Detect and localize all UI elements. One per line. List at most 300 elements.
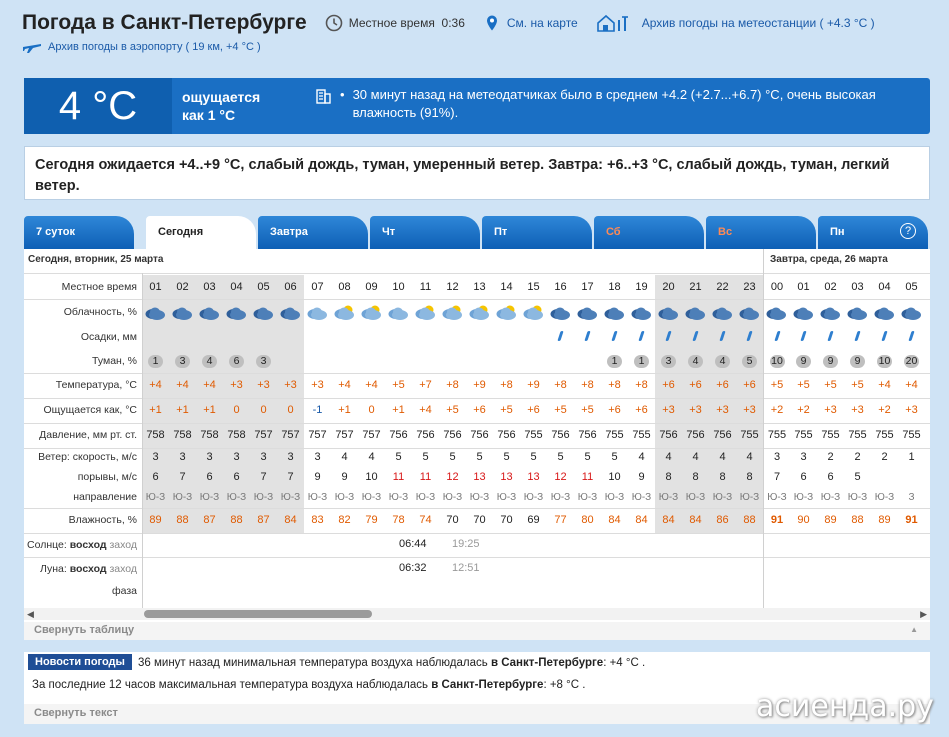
dark-cloud-icon bbox=[223, 299, 250, 325]
precip-cell bbox=[412, 325, 439, 349]
time-cell: 02 bbox=[169, 275, 196, 299]
fog-badge: 1 bbox=[148, 355, 163, 368]
humidity-cell: 70 bbox=[473, 514, 486, 526]
cloud-sun-icon bbox=[520, 299, 547, 325]
temp-cell: +6 bbox=[655, 373, 682, 398]
time-cell: 22 bbox=[709, 275, 736, 299]
dark-cloud-icon bbox=[277, 299, 304, 325]
feels-like bbox=[182, 88, 260, 124]
time-cell: 05 bbox=[250, 275, 277, 299]
time-cell: 09 bbox=[365, 281, 378, 293]
humidity-cell: 70 bbox=[500, 514, 513, 526]
fog-cell bbox=[871, 349, 898, 373]
tab-3[interactable]: Чт bbox=[370, 216, 480, 249]
dark-cloud-icon bbox=[574, 299, 601, 325]
pressure-cell: 755 bbox=[875, 429, 894, 441]
gusts-cell: 11 bbox=[392, 471, 405, 483]
rain-drop-icon bbox=[655, 325, 682, 349]
rain-streak bbox=[827, 331, 833, 341]
fog-cell bbox=[466, 349, 493, 373]
gusts-cell: 8 bbox=[682, 467, 709, 487]
temp-row bbox=[24, 373, 930, 398]
row-divider bbox=[24, 508, 930, 509]
direction-cell: Ю-З bbox=[820, 492, 841, 503]
wind-cell: 3 bbox=[223, 448, 250, 467]
forecast-summary: Сегодня ожидается +4..+9 °C, слабый дождь, туман, умеренный ветер. Завтра: +6..+3 °C, слабый дождь, туман, легкий ветер. bbox=[24, 146, 930, 200]
direction-row bbox=[24, 487, 930, 508]
rain-drop-icon bbox=[736, 325, 763, 349]
humidity-label: Влажность, % bbox=[68, 514, 137, 526]
direction-cell: Ю-З bbox=[655, 487, 682, 508]
news-line-1-text: 36 минут назад минимальная температура воздуха наблюдалась bbox=[138, 657, 488, 669]
fog-label: Туман, % bbox=[92, 355, 137, 367]
rain-drop-icon bbox=[817, 325, 844, 349]
temp-cell: +4 bbox=[905, 379, 918, 391]
feels-cell: +1 bbox=[392, 404, 405, 416]
feels-cell: +6 bbox=[635, 404, 648, 416]
temp-cell: +8 bbox=[608, 379, 621, 391]
gusts-cell: 6 bbox=[223, 467, 250, 487]
pressure-cell: 757 bbox=[277, 423, 304, 448]
row-divider bbox=[24, 557, 930, 558]
rain-drop-icon bbox=[574, 325, 601, 349]
tab-4[interactable]: Пт bbox=[482, 216, 592, 249]
fog-badge: 10 bbox=[771, 355, 783, 367]
gusts-cell: 7 bbox=[763, 467, 790, 487]
page-header bbox=[22, 8, 875, 38]
time-cell: 19 bbox=[635, 281, 648, 293]
feels-cell: +3 bbox=[709, 398, 736, 423]
pressure-cell: 755 bbox=[524, 429, 543, 441]
fog-cell bbox=[385, 349, 412, 373]
fog-badge: 1 bbox=[607, 355, 622, 368]
humidity-cell: 80 bbox=[581, 514, 594, 526]
temp-cell: +6 bbox=[709, 373, 736, 398]
pressure-cell: 757 bbox=[250, 423, 277, 448]
page-title: Погода в Санкт-Петербурге bbox=[22, 11, 307, 34]
dark-cloud-icon bbox=[628, 299, 655, 325]
dark-cloud-icon bbox=[763, 299, 790, 325]
news-line-2-value: : +8 °C . bbox=[543, 679, 586, 691]
fog-badge: 3 bbox=[256, 355, 271, 368]
temp-cell: +8 bbox=[500, 379, 513, 391]
gusts-cell: 9 bbox=[314, 471, 321, 483]
time-cell: 20 bbox=[655, 275, 682, 299]
dark-cloud-icon bbox=[736, 299, 763, 325]
dark-cloud-icon bbox=[898, 299, 925, 325]
humidity-cell: 82 bbox=[338, 514, 351, 526]
precip-cell bbox=[223, 325, 250, 349]
direction-cell: Ю-З bbox=[763, 487, 790, 508]
temp-cell: +4 bbox=[169, 373, 196, 398]
fog-badge: 4 bbox=[688, 355, 703, 368]
fog-row bbox=[24, 349, 930, 373]
precip-cell bbox=[385, 325, 412, 349]
cloud-sun-icon bbox=[331, 299, 358, 325]
rain-drop-icon bbox=[898, 325, 925, 349]
gusts-cell: 6 bbox=[800, 471, 807, 483]
direction-cell: Ю-З bbox=[577, 492, 598, 503]
temp-cell: +9 bbox=[527, 379, 540, 391]
rain-streak bbox=[665, 331, 671, 341]
pressure-cell: 756 bbox=[682, 423, 709, 448]
moon-label bbox=[24, 557, 142, 581]
column-divider bbox=[142, 273, 143, 608]
gusts-cell: 10 bbox=[365, 471, 378, 483]
gusts-cell: 13 bbox=[527, 471, 540, 483]
tab-5[interactable]: Сб bbox=[594, 216, 704, 249]
direction-cell: Ю-З bbox=[847, 492, 868, 503]
feels-cell: +2 bbox=[797, 404, 810, 416]
humidity-cell: 79 bbox=[365, 514, 378, 526]
direction-cell: Ю-З bbox=[307, 492, 328, 503]
day-tabs bbox=[24, 216, 930, 249]
fog-cell bbox=[574, 349, 601, 373]
feels-cell: +6 bbox=[608, 404, 621, 416]
dark-cloud-icon bbox=[547, 299, 574, 325]
pressure-cell: 758 bbox=[169, 423, 196, 448]
fog-cell bbox=[682, 349, 709, 373]
direction-cell: Ю-З bbox=[415, 492, 436, 503]
sun-rise-label: восход bbox=[69, 539, 107, 551]
fog-badge: 20 bbox=[905, 355, 918, 367]
wind-cell: 3 bbox=[800, 451, 807, 463]
humidity-cell: 84 bbox=[277, 508, 304, 533]
fog-badge: 10 bbox=[878, 355, 891, 367]
scroll-right-icon[interactable]: ▶ bbox=[920, 609, 927, 619]
direction-cell: Ю-З bbox=[709, 487, 736, 508]
wind-cell: 4 bbox=[638, 451, 645, 463]
fog-cell bbox=[520, 349, 547, 373]
temp-cell: +8 bbox=[554, 379, 567, 391]
humidity-cell: 84 bbox=[608, 514, 621, 526]
feels-cell: 0 bbox=[223, 398, 250, 423]
wind-cell: 5 bbox=[584, 451, 591, 463]
humidity-cell: 84 bbox=[655, 508, 682, 533]
local-time bbox=[325, 14, 465, 32]
feels-cell: +3 bbox=[905, 404, 918, 416]
wind-cell: 3 bbox=[277, 448, 304, 467]
gusts-cell: 5 bbox=[854, 471, 861, 483]
cloud-sun-icon bbox=[412, 299, 439, 325]
airplane-icon bbox=[22, 40, 42, 54]
direction-cell: Ю-З bbox=[142, 487, 169, 508]
news-line-1 bbox=[138, 657, 645, 669]
time-cell: 16 bbox=[554, 281, 567, 293]
feels-cell: +1 bbox=[196, 398, 223, 423]
temp-cell: +9 bbox=[473, 379, 486, 391]
time-row bbox=[24, 275, 930, 299]
column-divider bbox=[763, 249, 764, 608]
wind-cell: 5 bbox=[395, 451, 402, 463]
direction-cell: Ю-З bbox=[196, 487, 223, 508]
fog-cell bbox=[223, 349, 250, 373]
weather-station-icon bbox=[596, 14, 636, 32]
temp-label: Температура, °C bbox=[55, 379, 137, 391]
temp-cell: +4 bbox=[142, 373, 169, 398]
temp-cell: +3 bbox=[223, 373, 250, 398]
humidity-cell: 91 bbox=[763, 508, 790, 533]
feels-cell: +3 bbox=[682, 398, 709, 423]
humidity-cell: 83 bbox=[311, 514, 324, 526]
local-time-value: 0:36 bbox=[441, 16, 465, 30]
pressure-cell: 756 bbox=[551, 429, 570, 441]
cloud-sun-icon bbox=[493, 299, 520, 325]
rain-streak bbox=[881, 331, 887, 341]
fog-cell bbox=[196, 349, 223, 373]
moon-prefix: Луна: bbox=[39, 563, 67, 575]
fog-cell bbox=[763, 349, 790, 373]
time-cell: 01 bbox=[797, 281, 810, 293]
direction-cell: Ю-З bbox=[469, 492, 490, 503]
direction-cell: Ю-З bbox=[277, 487, 304, 508]
temp-cell: +6 bbox=[682, 373, 709, 398]
rain-streak bbox=[611, 331, 617, 341]
feels-cell: 0 bbox=[368, 404, 375, 416]
feels-like-line2: как 1 °C bbox=[182, 107, 236, 123]
pressure-cell: 755 bbox=[848, 429, 867, 441]
wind-cell: 4 bbox=[736, 448, 763, 467]
wind-cell: 4 bbox=[341, 451, 348, 463]
fog-cell bbox=[547, 349, 574, 373]
time-cell: 00 bbox=[763, 275, 790, 299]
pressure-cell: 755 bbox=[632, 429, 651, 441]
feels-cell: +3 bbox=[655, 398, 682, 423]
dark-cloud-icon bbox=[169, 299, 196, 325]
feels-cell: +3 bbox=[851, 404, 864, 416]
time-label: Местное время bbox=[61, 281, 137, 293]
news-line-2-text: За последние 12 часов максимальная температура воздуха наблюдалась bbox=[32, 679, 428, 691]
feels-cell: +5 bbox=[446, 404, 459, 416]
collapse-up-icon: ▲ bbox=[910, 625, 918, 634]
tab-0[interactable]: 7 суток bbox=[24, 216, 134, 249]
gusts-cell bbox=[871, 467, 898, 487]
rain-streak bbox=[908, 331, 914, 341]
humidity-cell: 74 bbox=[419, 514, 432, 526]
current-temperature: 4 °C bbox=[24, 78, 172, 134]
temp-cell: +8 bbox=[635, 379, 648, 391]
pressure-cell: 757 bbox=[335, 429, 354, 441]
fog-cell bbox=[277, 349, 304, 373]
fog-cell bbox=[169, 349, 196, 373]
cloud-icon bbox=[304, 299, 331, 325]
gusts-cell: 12 bbox=[446, 471, 459, 483]
wind-cell: 3 bbox=[169, 448, 196, 467]
station-link[interactable]: Архив погоды на метеостанции ( +4.3 °C ) bbox=[641, 16, 875, 30]
gusts-cell bbox=[898, 467, 925, 487]
feels-like-line1: ощущается bbox=[182, 89, 261, 105]
fog-cell bbox=[358, 349, 385, 373]
direction-cell: Ю-З bbox=[334, 492, 355, 503]
time-cell: 04 bbox=[878, 281, 891, 293]
row-divider bbox=[24, 299, 930, 300]
collapse-table-button[interactable] bbox=[24, 622, 930, 640]
tab-7[interactable]: Пн bbox=[818, 216, 928, 249]
dark-cloud-icon bbox=[250, 299, 277, 325]
gusts-row bbox=[24, 467, 930, 487]
humidity-cell: 88 bbox=[169, 508, 196, 533]
rain-streak bbox=[692, 331, 698, 341]
fog-cell bbox=[628, 349, 655, 373]
feels-cell: +1 bbox=[338, 404, 351, 416]
temp-cell: +5 bbox=[851, 379, 864, 391]
watermark-text: асиенда.ру bbox=[756, 689, 934, 724]
rain-streak bbox=[774, 331, 780, 341]
dark-cloud-icon bbox=[790, 299, 817, 325]
sun-set-label: заход bbox=[109, 539, 137, 551]
pressure-cell: 755 bbox=[605, 429, 624, 441]
help-icon[interactable]: ? bbox=[900, 223, 916, 239]
map-link[interactable]: См. на карте bbox=[506, 16, 578, 30]
moon-set-time: 12:51 bbox=[452, 562, 480, 574]
rain-drop-icon bbox=[601, 325, 628, 349]
scroll-left-icon[interactable]: ◀ bbox=[27, 609, 34, 619]
cloud-sun-icon bbox=[466, 299, 493, 325]
temp-cell: +4 bbox=[365, 379, 378, 391]
humidity-cell: 90 bbox=[797, 514, 810, 526]
tab-2[interactable]: Завтра bbox=[258, 216, 368, 249]
horizontal-scrollbar[interactable] bbox=[24, 608, 930, 620]
direction-cell: Ю-З bbox=[442, 492, 463, 503]
pressure-row bbox=[24, 423, 930, 448]
pressure-cell: 758 bbox=[223, 423, 250, 448]
precip-label: Осадки, мм bbox=[80, 331, 137, 343]
humidity-cell: 89 bbox=[142, 508, 169, 533]
pressure-cell: 756 bbox=[709, 423, 736, 448]
wind-cell: 3 bbox=[250, 448, 277, 467]
cloud-sun-icon bbox=[439, 299, 466, 325]
tab-6[interactable]: Вс bbox=[706, 216, 816, 249]
gusts-cell: 11 bbox=[581, 471, 594, 483]
feels-cell: +6 bbox=[473, 404, 486, 416]
local-time-label: Местное время bbox=[348, 16, 435, 30]
wind-cell: 5 bbox=[503, 451, 510, 463]
direction-cell: Ю-З bbox=[793, 492, 814, 503]
time-cell: 17 bbox=[581, 281, 594, 293]
rain-drop-icon bbox=[844, 325, 871, 349]
meteo-text: 30 минут назад на метеодатчиках было в среднем +4.2 (+2.7...+6.7) °C, очень высокая влажность (91%). bbox=[352, 87, 876, 120]
fog-badge: 4 bbox=[715, 355, 730, 368]
wind-cell: 4 bbox=[368, 451, 375, 463]
moon-set-label: заход bbox=[109, 563, 137, 575]
meteo-sensors bbox=[314, 86, 913, 122]
feels-cell: +5 bbox=[581, 404, 594, 416]
hourly-table bbox=[24, 249, 930, 640]
gusts-cell: 9 bbox=[341, 471, 348, 483]
sun-label bbox=[24, 533, 142, 557]
pressure-cell: 758 bbox=[196, 423, 223, 448]
humidity-cell: 84 bbox=[635, 514, 648, 526]
row-divider bbox=[24, 533, 930, 534]
humidity-cell: 70 bbox=[446, 514, 459, 526]
airport-link[interactable]: Архив погоды в аэропорту ( 19 км, +4 °C ) bbox=[48, 41, 261, 53]
feels-cell: +5 bbox=[500, 404, 513, 416]
precip-cell bbox=[250, 325, 277, 349]
sun-set-time: 19:25 bbox=[452, 538, 480, 550]
scrollbar-thumb[interactable] bbox=[144, 610, 372, 618]
precip-cell bbox=[358, 325, 385, 349]
fog-cell bbox=[601, 349, 628, 373]
pressure-cell: 756 bbox=[416, 429, 435, 441]
fog-cell bbox=[304, 349, 331, 373]
precip-cell bbox=[142, 325, 169, 349]
feels-cell: 0 bbox=[250, 398, 277, 423]
direction-cell: Ю-З bbox=[604, 492, 625, 503]
direction-cell: З bbox=[908, 492, 915, 503]
rain-drop-icon bbox=[628, 325, 655, 349]
rain-streak bbox=[638, 331, 644, 341]
direction-cell: Ю-З bbox=[682, 487, 709, 508]
fog-badge: 4 bbox=[202, 355, 217, 368]
humidity-cell: 91 bbox=[905, 514, 918, 526]
pressure-label: Давление, мм рт. ст. bbox=[39, 429, 137, 441]
time-cell: 05 bbox=[905, 281, 918, 293]
tab-1[interactable]: Сегодня bbox=[146, 216, 256, 250]
fog-cell bbox=[142, 349, 169, 373]
dark-cloud-icon bbox=[142, 299, 169, 325]
pressure-cell: 755 bbox=[763, 423, 790, 448]
humidity-cell: 88 bbox=[223, 508, 250, 533]
fog-cell bbox=[790, 349, 817, 373]
wind-cell: 5 bbox=[449, 451, 456, 463]
time-cell: 03 bbox=[851, 281, 864, 293]
temp-cell: +5 bbox=[797, 379, 810, 391]
time-cell: 07 bbox=[311, 281, 324, 293]
rain-drop-icon bbox=[682, 325, 709, 349]
temp-cell: +5 bbox=[824, 379, 837, 391]
dark-cloud-icon bbox=[196, 299, 223, 325]
wind-cell: 5 bbox=[476, 451, 483, 463]
row-divider bbox=[24, 423, 930, 424]
pressure-cell: 758 bbox=[142, 423, 169, 448]
fog-cell bbox=[844, 349, 871, 373]
dark-cloud-icon bbox=[817, 299, 844, 325]
direction-cell: Ю-З bbox=[388, 492, 409, 503]
day1-header: Сегодня, вторник, 25 марта bbox=[28, 254, 164, 265]
gusts-cell: 8 bbox=[709, 467, 736, 487]
bullet-icon: • bbox=[340, 87, 345, 102]
watermark bbox=[756, 689, 934, 724]
row-divider bbox=[24, 373, 930, 374]
temp-cell: +8 bbox=[446, 379, 459, 391]
pressure-cell: 757 bbox=[308, 429, 327, 441]
gusts-cell: 13 bbox=[473, 471, 486, 483]
airport-link-wrap bbox=[22, 40, 261, 54]
phase-label: фаза bbox=[111, 585, 137, 597]
feels-cell: +3 bbox=[736, 398, 763, 423]
direction-cell: Ю-З bbox=[361, 492, 382, 503]
time-cell: 02 bbox=[824, 281, 837, 293]
feels-row bbox=[24, 398, 930, 423]
precip-cell bbox=[520, 325, 547, 349]
cloud-label: Облачность, % bbox=[63, 306, 137, 318]
fog-cell bbox=[331, 349, 358, 373]
row-divider bbox=[24, 448, 930, 449]
fog-cell bbox=[898, 349, 925, 373]
fog-cell bbox=[250, 349, 277, 373]
feels-cell: +1 bbox=[142, 398, 169, 423]
news-line-2 bbox=[32, 679, 585, 691]
pressure-cell: 757 bbox=[362, 429, 381, 441]
feels-cell: -1 bbox=[312, 404, 323, 416]
cloud-icon bbox=[385, 299, 412, 325]
wind-cell: 5 bbox=[422, 451, 429, 463]
wind-row bbox=[24, 448, 930, 467]
humidity-cell: 87 bbox=[196, 508, 223, 533]
time-cell: 13 bbox=[473, 281, 486, 293]
time-cell: 06 bbox=[277, 275, 304, 299]
humidity-cell: 89 bbox=[824, 514, 837, 526]
